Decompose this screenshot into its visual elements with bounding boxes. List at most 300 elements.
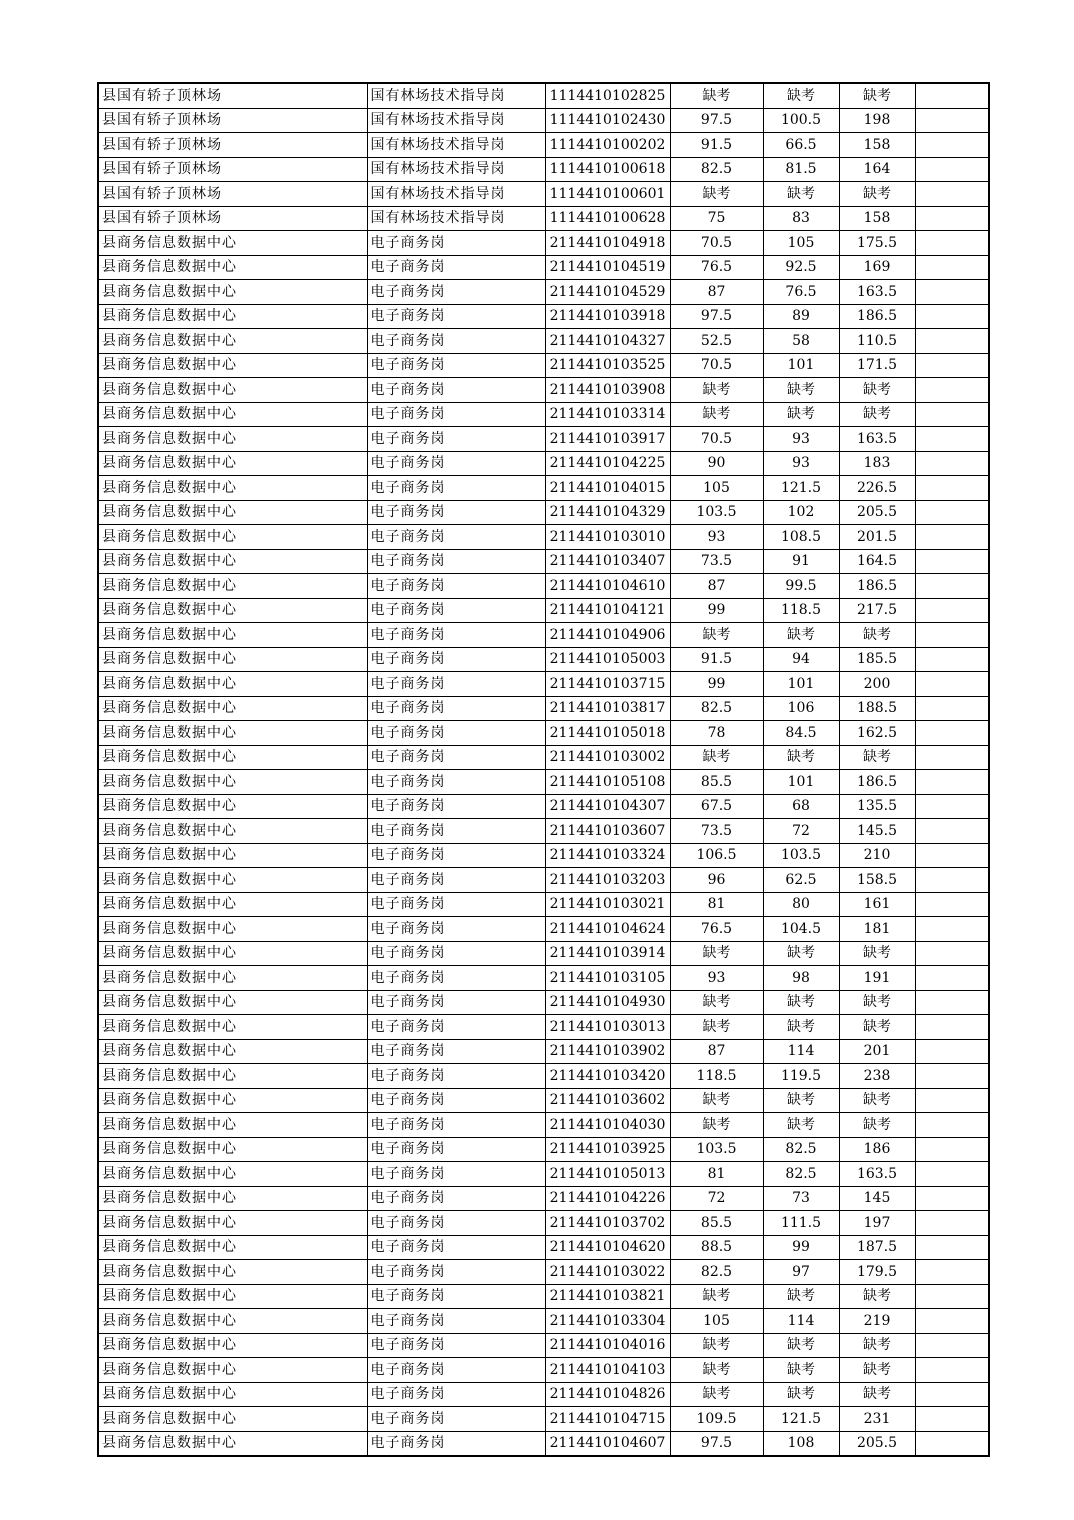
table-row bbox=[98, 696, 989, 721]
total-score-cell: 135.5 bbox=[839, 794, 915, 819]
table-row bbox=[98, 1113, 989, 1138]
exam-id-cell: 2114410103407 bbox=[545, 549, 670, 574]
employer-cell: 县商务信息数据中心 bbox=[98, 1260, 367, 1285]
table-row bbox=[98, 525, 989, 550]
employer-cell: 县商务信息数据中心 bbox=[98, 1211, 367, 1236]
total-score-cell: 188.5 bbox=[839, 696, 915, 721]
exam-id-cell: 2114410104610 bbox=[545, 574, 670, 599]
employer-cell: 县商务信息数据中心 bbox=[98, 819, 367, 844]
position-cell: 国有林场技术指导岗 bbox=[367, 206, 545, 231]
remark-cell bbox=[915, 500, 989, 525]
score-table bbox=[97, 82, 990, 1457]
exam-id-cell: 2114410104015 bbox=[545, 476, 670, 501]
position-cell: 电子商务岗 bbox=[367, 500, 545, 525]
score-2-cell: 80 bbox=[763, 892, 839, 917]
score-1-cell: 85.5 bbox=[670, 1211, 763, 1236]
table-row bbox=[98, 1333, 989, 1358]
score-2-cell: 82.5 bbox=[763, 1137, 839, 1162]
employer-cell: 县国有轿子顶林场 bbox=[98, 182, 367, 207]
table-row bbox=[98, 500, 989, 525]
exam-id-cell: 2114410103203 bbox=[545, 868, 670, 893]
score-2-cell: 62.5 bbox=[763, 868, 839, 893]
score-2-cell: 108.5 bbox=[763, 525, 839, 550]
remark-cell bbox=[915, 476, 989, 501]
table-row bbox=[98, 794, 989, 819]
exam-id-cell: 2114410104715 bbox=[545, 1407, 670, 1432]
employer-cell: 县商务信息数据中心 bbox=[98, 1284, 367, 1309]
total-score-cell: 191 bbox=[839, 966, 915, 991]
position-cell: 电子商务岗 bbox=[367, 598, 545, 623]
total-score-cell: 缺考 bbox=[839, 182, 915, 207]
remark-cell bbox=[915, 1309, 989, 1334]
exam-id-cell: 2114410105013 bbox=[545, 1162, 670, 1187]
position-cell: 国有林场技术指导岗 bbox=[367, 83, 545, 108]
employer-cell: 县商务信息数据中心 bbox=[98, 1162, 367, 1187]
employer-cell: 县商务信息数据中心 bbox=[98, 1333, 367, 1358]
total-score-cell: 164.5 bbox=[839, 549, 915, 574]
exam-id-cell: 2114410103602 bbox=[545, 1088, 670, 1113]
score-2-cell: 106 bbox=[763, 696, 839, 721]
position-cell: 国有林场技术指导岗 bbox=[367, 108, 545, 133]
exam-id-cell: 2114410103914 bbox=[545, 941, 670, 966]
remark-cell bbox=[915, 1235, 989, 1260]
exam-id-cell: 2114410103013 bbox=[545, 1015, 670, 1040]
total-score-cell: 231 bbox=[839, 1407, 915, 1432]
remark-cell bbox=[915, 1211, 989, 1236]
remark-cell bbox=[915, 231, 989, 256]
employer-cell: 县商务信息数据中心 bbox=[98, 623, 367, 648]
position-cell: 电子商务岗 bbox=[367, 1064, 545, 1089]
table-row bbox=[98, 427, 989, 452]
exam-id-cell: 2114410104906 bbox=[545, 623, 670, 648]
table-row bbox=[98, 917, 989, 942]
remark-cell bbox=[915, 917, 989, 942]
score-2-cell: 缺考 bbox=[763, 1113, 839, 1138]
position-cell: 电子商务岗 bbox=[367, 1039, 545, 1064]
total-score-cell: 缺考 bbox=[839, 1284, 915, 1309]
total-score-cell: 171.5 bbox=[839, 353, 915, 378]
position-cell: 电子商务岗 bbox=[367, 525, 545, 550]
exam-id-cell: 2114410105003 bbox=[545, 647, 670, 672]
total-score-cell: 缺考 bbox=[839, 402, 915, 427]
score-1-cell: 缺考 bbox=[670, 1284, 763, 1309]
total-score-cell: 179.5 bbox=[839, 1260, 915, 1285]
exam-id-cell: 2114410103607 bbox=[545, 819, 670, 844]
total-score-cell: 201 bbox=[839, 1039, 915, 1064]
table-row bbox=[98, 941, 989, 966]
remark-cell bbox=[915, 525, 989, 550]
exam-id-cell: 2114410103314 bbox=[545, 402, 670, 427]
total-score-cell: 110.5 bbox=[839, 329, 915, 354]
exam-id-cell: 2114410104329 bbox=[545, 500, 670, 525]
position-cell: 电子商务岗 bbox=[367, 1162, 545, 1187]
score-1-cell: 70.5 bbox=[670, 427, 763, 452]
total-score-cell: 缺考 bbox=[839, 745, 915, 770]
exam-id-cell: 2114410105018 bbox=[545, 721, 670, 746]
exam-id-cell: 1114410102825 bbox=[545, 83, 670, 108]
score-2-cell: 缺考 bbox=[763, 990, 839, 1015]
table-row bbox=[98, 451, 989, 476]
score-1-cell: 缺考 bbox=[670, 182, 763, 207]
table-row bbox=[98, 280, 989, 305]
remark-cell bbox=[915, 1113, 989, 1138]
position-cell: 电子商务岗 bbox=[367, 892, 545, 917]
total-score-cell: 175.5 bbox=[839, 231, 915, 256]
total-score-cell: 145 bbox=[839, 1186, 915, 1211]
table-row bbox=[98, 1186, 989, 1211]
table-row bbox=[98, 1137, 989, 1162]
table-row bbox=[98, 770, 989, 795]
score-2-cell: 缺考 bbox=[763, 1358, 839, 1383]
exam-id-cell: 2114410104226 bbox=[545, 1186, 670, 1211]
remark-cell bbox=[915, 696, 989, 721]
table-row bbox=[98, 1431, 989, 1456]
position-cell: 电子商务岗 bbox=[367, 868, 545, 893]
employer-cell: 县国有轿子顶林场 bbox=[98, 157, 367, 182]
exam-id-cell: 2114410104121 bbox=[545, 598, 670, 623]
position-cell: 电子商务岗 bbox=[367, 941, 545, 966]
score-1-cell: 93 bbox=[670, 525, 763, 550]
employer-cell: 县商务信息数据中心 bbox=[98, 574, 367, 599]
remark-cell bbox=[915, 794, 989, 819]
table-row bbox=[98, 255, 989, 280]
total-score-cell: 163.5 bbox=[839, 280, 915, 305]
remark-cell bbox=[915, 1333, 989, 1358]
table-row bbox=[98, 182, 989, 207]
table-row bbox=[98, 157, 989, 182]
table-row bbox=[98, 1407, 989, 1432]
position-cell: 电子商务岗 bbox=[367, 794, 545, 819]
exam-id-cell: 2114410103917 bbox=[545, 427, 670, 452]
position-cell: 电子商务岗 bbox=[367, 1260, 545, 1285]
position-cell: 电子商务岗 bbox=[367, 647, 545, 672]
remark-cell bbox=[915, 206, 989, 231]
remark-cell bbox=[915, 280, 989, 305]
remark-cell bbox=[915, 1358, 989, 1383]
exam-id-cell: 2114410104607 bbox=[545, 1431, 670, 1456]
employer-cell: 县商务信息数据中心 bbox=[98, 402, 367, 427]
score-2-cell: 缺考 bbox=[763, 1333, 839, 1358]
score-2-cell: 缺考 bbox=[763, 1088, 839, 1113]
score-1-cell: 88.5 bbox=[670, 1235, 763, 1260]
remark-cell bbox=[915, 623, 989, 648]
score-1-cell: 缺考 bbox=[670, 941, 763, 966]
table-row bbox=[98, 329, 989, 354]
remark-cell bbox=[915, 451, 989, 476]
employer-cell: 县商务信息数据中心 bbox=[98, 770, 367, 795]
score-1-cell: 91.5 bbox=[670, 647, 763, 672]
table-row bbox=[98, 353, 989, 378]
score-2-cell: 118.5 bbox=[763, 598, 839, 623]
position-cell: 电子商务岗 bbox=[367, 623, 545, 648]
remark-cell bbox=[915, 108, 989, 133]
total-score-cell: 187.5 bbox=[839, 1235, 915, 1260]
remark-cell bbox=[915, 1015, 989, 1040]
table-row bbox=[98, 868, 989, 893]
score-1-cell: 87 bbox=[670, 280, 763, 305]
score-2-cell: 73 bbox=[763, 1186, 839, 1211]
score-1-cell: 缺考 bbox=[670, 1088, 763, 1113]
employer-cell: 县商务信息数据中心 bbox=[98, 1235, 367, 1260]
total-score-cell: 197 bbox=[839, 1211, 915, 1236]
score-2-cell: 121.5 bbox=[763, 1407, 839, 1432]
score-2-cell: 98 bbox=[763, 966, 839, 991]
table-row bbox=[98, 892, 989, 917]
exam-id-cell: 2114410104529 bbox=[545, 280, 670, 305]
employer-cell: 县商务信息数据中心 bbox=[98, 329, 367, 354]
position-cell: 电子商务岗 bbox=[367, 721, 545, 746]
employer-cell: 县国有轿子顶林场 bbox=[98, 83, 367, 108]
exam-id-cell: 2114410103715 bbox=[545, 672, 670, 697]
score-1-cell: 73.5 bbox=[670, 819, 763, 844]
table-row bbox=[98, 133, 989, 158]
score-2-cell: 111.5 bbox=[763, 1211, 839, 1236]
score-1-cell: 81 bbox=[670, 1162, 763, 1187]
employer-cell: 县商务信息数据中心 bbox=[98, 1431, 367, 1456]
position-cell: 电子商务岗 bbox=[367, 696, 545, 721]
total-score-cell: 缺考 bbox=[839, 941, 915, 966]
table-row bbox=[98, 83, 989, 108]
score-1-cell: 103.5 bbox=[670, 500, 763, 525]
remark-cell bbox=[915, 843, 989, 868]
position-cell: 电子商务岗 bbox=[367, 819, 545, 844]
employer-cell: 县商务信息数据中心 bbox=[98, 500, 367, 525]
score-2-cell: 119.5 bbox=[763, 1064, 839, 1089]
exam-id-cell: 2114410103022 bbox=[545, 1260, 670, 1285]
exam-id-cell: 2114410103002 bbox=[545, 745, 670, 770]
exam-id-cell: 2114410104624 bbox=[545, 917, 670, 942]
employer-cell: 县商务信息数据中心 bbox=[98, 1039, 367, 1064]
score-1-cell: 78 bbox=[670, 721, 763, 746]
employer-cell: 县商务信息数据中心 bbox=[98, 1358, 367, 1383]
total-score-cell: 186.5 bbox=[839, 304, 915, 329]
score-2-cell: 82.5 bbox=[763, 1162, 839, 1187]
exam-id-cell: 2114410103420 bbox=[545, 1064, 670, 1089]
employer-cell: 县商务信息数据中心 bbox=[98, 1015, 367, 1040]
remark-cell bbox=[915, 304, 989, 329]
employer-cell: 县商务信息数据中心 bbox=[98, 378, 367, 403]
exam-id-cell: 2114410104826 bbox=[545, 1382, 670, 1407]
table-row bbox=[98, 966, 989, 991]
score-1-cell: 72 bbox=[670, 1186, 763, 1211]
score-2-cell: 114 bbox=[763, 1039, 839, 1064]
table-row bbox=[98, 402, 989, 427]
score-1-cell: 87 bbox=[670, 574, 763, 599]
remark-cell bbox=[915, 378, 989, 403]
employer-cell: 县商务信息数据中心 bbox=[98, 451, 367, 476]
total-score-cell: 缺考 bbox=[839, 623, 915, 648]
table-row bbox=[98, 1211, 989, 1236]
exam-id-cell: 1114410102430 bbox=[545, 108, 670, 133]
score-2-cell: 缺考 bbox=[763, 745, 839, 770]
score-1-cell: 70.5 bbox=[670, 231, 763, 256]
position-cell: 电子商务岗 bbox=[367, 280, 545, 305]
exam-id-cell: 2114410104519 bbox=[545, 255, 670, 280]
score-1-cell: 73.5 bbox=[670, 549, 763, 574]
score-1-cell: 81 bbox=[670, 892, 763, 917]
position-cell: 电子商务岗 bbox=[367, 1358, 545, 1383]
employer-cell: 县商务信息数据中心 bbox=[98, 549, 367, 574]
table-row bbox=[98, 108, 989, 133]
score-1-cell: 缺考 bbox=[670, 1113, 763, 1138]
employer-cell: 县商务信息数据中心 bbox=[98, 794, 367, 819]
score-2-cell: 89 bbox=[763, 304, 839, 329]
employer-cell: 县商务信息数据中心 bbox=[98, 745, 367, 770]
score-2-cell: 缺考 bbox=[763, 941, 839, 966]
exam-id-cell: 2114410103918 bbox=[545, 304, 670, 329]
score-1-cell: 96 bbox=[670, 868, 763, 893]
score-1-cell: 缺考 bbox=[670, 1358, 763, 1383]
employer-cell: 县商务信息数据中心 bbox=[98, 696, 367, 721]
score-2-cell: 108 bbox=[763, 1431, 839, 1456]
position-cell: 电子商务岗 bbox=[367, 672, 545, 697]
total-score-cell: 163.5 bbox=[839, 1162, 915, 1187]
score-1-cell: 87 bbox=[670, 1039, 763, 1064]
remark-cell bbox=[915, 255, 989, 280]
position-cell: 电子商务岗 bbox=[367, 329, 545, 354]
total-score-cell: 158.5 bbox=[839, 868, 915, 893]
exam-id-cell: 2114410103908 bbox=[545, 378, 670, 403]
remark-cell bbox=[915, 1186, 989, 1211]
position-cell: 电子商务岗 bbox=[367, 843, 545, 868]
score-2-cell: 121.5 bbox=[763, 476, 839, 501]
table-row bbox=[98, 1039, 989, 1064]
position-cell: 电子商务岗 bbox=[367, 353, 545, 378]
employer-cell: 县商务信息数据中心 bbox=[98, 427, 367, 452]
position-cell: 国有林场技术指导岗 bbox=[367, 133, 545, 158]
table-row bbox=[98, 990, 989, 1015]
score-1-cell: 76.5 bbox=[670, 917, 763, 942]
total-score-cell: 缺考 bbox=[839, 83, 915, 108]
position-cell: 电子商务岗 bbox=[367, 304, 545, 329]
total-score-cell: 186.5 bbox=[839, 574, 915, 599]
score-2-cell: 83 bbox=[763, 206, 839, 231]
table-row bbox=[98, 1284, 989, 1309]
total-score-cell: 缺考 bbox=[839, 1015, 915, 1040]
score-1-cell: 97.5 bbox=[670, 304, 763, 329]
score-2-cell: 81.5 bbox=[763, 157, 839, 182]
table-row bbox=[98, 623, 989, 648]
score-2-cell: 93 bbox=[763, 451, 839, 476]
total-score-cell: 164 bbox=[839, 157, 915, 182]
employer-cell: 县商务信息数据中心 bbox=[98, 476, 367, 501]
employer-cell: 县商务信息数据中心 bbox=[98, 966, 367, 991]
total-score-cell: 缺考 bbox=[839, 378, 915, 403]
total-score-cell: 162.5 bbox=[839, 721, 915, 746]
table-row bbox=[98, 378, 989, 403]
score-1-cell: 93 bbox=[670, 966, 763, 991]
score-1-cell: 99 bbox=[670, 598, 763, 623]
position-cell: 电子商务岗 bbox=[367, 1015, 545, 1040]
score-2-cell: 102 bbox=[763, 500, 839, 525]
table-row bbox=[98, 598, 989, 623]
total-score-cell: 缺考 bbox=[839, 1088, 915, 1113]
total-score-cell: 185.5 bbox=[839, 647, 915, 672]
table-row bbox=[98, 1235, 989, 1260]
employer-cell: 县商务信息数据中心 bbox=[98, 304, 367, 329]
score-1-cell: 缺考 bbox=[670, 1382, 763, 1407]
score-2-cell: 缺考 bbox=[763, 1284, 839, 1309]
score-1-cell: 70.5 bbox=[670, 353, 763, 378]
remark-cell bbox=[915, 1162, 989, 1187]
exam-id-cell: 2114410103925 bbox=[545, 1137, 670, 1162]
exam-id-cell: 2114410103902 bbox=[545, 1039, 670, 1064]
remark-cell bbox=[915, 990, 989, 1015]
score-2-cell: 66.5 bbox=[763, 133, 839, 158]
table-row bbox=[98, 1064, 989, 1089]
exam-id-cell: 2114410104327 bbox=[545, 329, 670, 354]
score-1-cell: 85.5 bbox=[670, 770, 763, 795]
employer-cell: 县商务信息数据中心 bbox=[98, 525, 367, 550]
remark-cell bbox=[915, 83, 989, 108]
remark-cell bbox=[915, 133, 989, 158]
table-row bbox=[98, 231, 989, 256]
employer-cell: 县商务信息数据中心 bbox=[98, 231, 367, 256]
remark-cell bbox=[915, 1382, 989, 1407]
score-2-cell: 缺考 bbox=[763, 378, 839, 403]
score-2-cell: 缺考 bbox=[763, 1382, 839, 1407]
remark-cell bbox=[915, 1284, 989, 1309]
employer-cell: 县商务信息数据中心 bbox=[98, 672, 367, 697]
position-cell: 电子商务岗 bbox=[367, 451, 545, 476]
position-cell: 电子商务岗 bbox=[367, 966, 545, 991]
score-1-cell: 缺考 bbox=[670, 623, 763, 648]
remark-cell bbox=[915, 353, 989, 378]
score-2-cell: 72 bbox=[763, 819, 839, 844]
employer-cell: 县商务信息数据中心 bbox=[98, 1309, 367, 1334]
employer-cell: 县商务信息数据中心 bbox=[98, 1186, 367, 1211]
total-score-cell: 186 bbox=[839, 1137, 915, 1162]
score-2-cell: 91 bbox=[763, 549, 839, 574]
score-1-cell: 缺考 bbox=[670, 378, 763, 403]
score-1-cell: 109.5 bbox=[670, 1407, 763, 1432]
exam-id-cell: 1114410100202 bbox=[545, 133, 670, 158]
exam-id-cell: 2114410103525 bbox=[545, 353, 670, 378]
employer-cell: 县商务信息数据中心 bbox=[98, 1407, 367, 1432]
exam-id-cell: 2114410103021 bbox=[545, 892, 670, 917]
score-1-cell: 82.5 bbox=[670, 696, 763, 721]
remark-cell bbox=[915, 1039, 989, 1064]
remark-cell bbox=[915, 1260, 989, 1285]
table-row bbox=[98, 647, 989, 672]
total-score-cell: 205.5 bbox=[839, 500, 915, 525]
employer-cell: 县商务信息数据中心 bbox=[98, 843, 367, 868]
position-cell: 电子商务岗 bbox=[367, 1113, 545, 1138]
score-1-cell: 52.5 bbox=[670, 329, 763, 354]
table-row bbox=[98, 819, 989, 844]
employer-cell: 县商务信息数据中心 bbox=[98, 1113, 367, 1138]
exam-id-cell: 2114410104620 bbox=[545, 1235, 670, 1260]
total-score-cell: 145.5 bbox=[839, 819, 915, 844]
score-2-cell: 缺考 bbox=[763, 623, 839, 648]
exam-id-cell: 2114410104930 bbox=[545, 990, 670, 1015]
score-1-cell: 103.5 bbox=[670, 1137, 763, 1162]
remark-cell bbox=[915, 819, 989, 844]
position-cell: 电子商务岗 bbox=[367, 549, 545, 574]
score-2-cell: 105 bbox=[763, 231, 839, 256]
score-1-cell: 99 bbox=[670, 672, 763, 697]
position-cell: 国有林场技术指导岗 bbox=[367, 182, 545, 207]
exam-id-cell: 2114410104225 bbox=[545, 451, 670, 476]
table-row bbox=[98, 672, 989, 697]
score-2-cell: 101 bbox=[763, 353, 839, 378]
total-score-cell: 198 bbox=[839, 108, 915, 133]
score-1-cell: 缺考 bbox=[670, 1333, 763, 1358]
employer-cell: 县国有轿子顶林场 bbox=[98, 206, 367, 231]
position-cell: 电子商务岗 bbox=[367, 255, 545, 280]
score-1-cell: 105 bbox=[670, 1309, 763, 1334]
score-2-cell: 100.5 bbox=[763, 108, 839, 133]
